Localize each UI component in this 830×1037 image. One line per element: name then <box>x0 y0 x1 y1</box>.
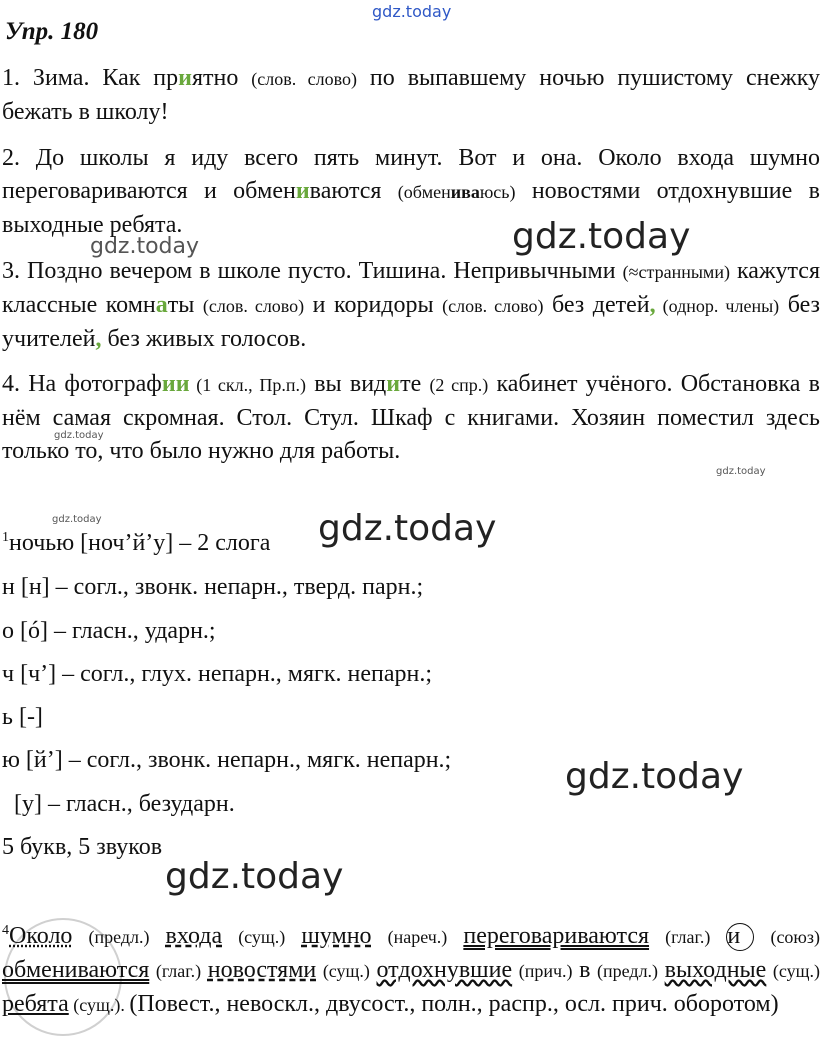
sentence-3: 3. Поздно вечером в школе пусто. Тишина. Непривычными (≈странными) кажутся классные комнаты (слов. слово) и коридоры (слов. слово) без детей, (однор. члены) без учителей, без живых голосов. <box>2 258 821 352</box>
watermark: gdz.today <box>565 756 744 797</box>
watermark: gdz.today <box>318 508 497 549</box>
phonetic-title: $^1$ночью [ноч’й’у] – 2 слога <box>2 530 271 556</box>
phonetic-line: ь [-] <box>2 704 43 730</box>
phonetic-line: ю [й’] – согл., звонк. непарн., мягк. непарн.; <box>2 747 452 773</box>
conjunction-circle: и <box>726 923 754 951</box>
watermark: gdz.today <box>90 234 200 259</box>
watermark: gdz.today <box>165 856 344 897</box>
syntax-analysis: $^4$Около (предл.) входа (сущ.) шумно (нареч.) переговариваются (глаг.) и (союз) обмениваются (глаг.) новостями (сущ.) отдохнувшие (прич.) в (предл.) выходные (сущ.) ребята (сущ.). (Повест., невоскл., двусост., полн., распр., осл. прич. оборотом) <box>2 923 821 1017</box>
sentence-2: 2. До школы я иду всего пять минут. Вот и она. Около входа шумно переговариваются и обмениваются (обмениваюсь) новостями отдохнувшие в выходные ребята. <box>2 145 820 238</box>
phonetic-summary: 5 букв, 5 звуков <box>2 834 163 860</box>
sentence-4: 4. На фотографии (1 скл., Пр.п.) вы видите (2 спр.) кабинет учёного. Обстановка в нём самая скромная. Стол. Стул. Шкаф с книгами. Хозяин поместил здесь только то, что было нужно для работы. <box>2 371 820 464</box>
phonetic-line: [у] – гласн., безударн. <box>14 791 235 817</box>
watermark: gdz.today <box>52 514 102 525</box>
watermark: gdz.today <box>372 2 452 21</box>
phonetic-line: ч [ч’] – согл., глух. непарн., мягк. непарн.; <box>2 661 433 687</box>
watermark: gdz.today <box>512 216 691 257</box>
exercise-title: Упр. 180 <box>5 18 99 45</box>
watermark: gdz.today <box>54 430 104 441</box>
phonetic-line: н [н] – согл., звонк. непарн., тверд. парн.; <box>2 574 424 600</box>
sentence-1: 1. Зима. Как приятно (слов. слово) по выпавшему ночью пушистому снежку бежать в школу! <box>2 65 821 125</box>
watermark: gdz.today <box>716 466 766 477</box>
phonetic-line: о [ó] – гласн., ударн.; <box>2 618 216 644</box>
